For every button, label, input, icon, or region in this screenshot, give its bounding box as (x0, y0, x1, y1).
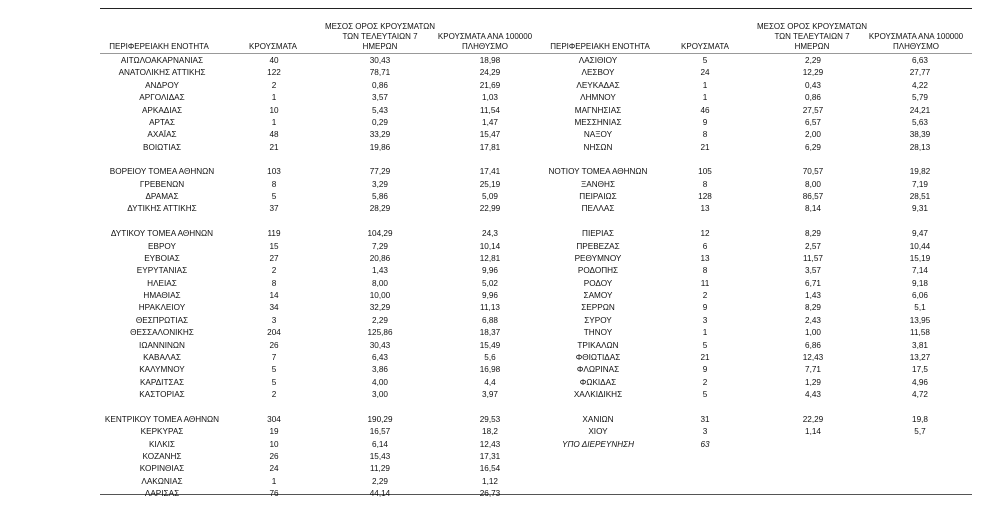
left-avg-7days: 16,57 (369, 427, 391, 437)
left-avg-7days: 10,00 (369, 291, 391, 300)
left-avg-7days: 44,14 (369, 488, 391, 498)
right-avg-7days: 0,86 (805, 93, 821, 103)
left-per-100k: 12,43 (479, 439, 501, 449)
left-region-name: ΑΡΚΑΔΙΑΣ (141, 105, 183, 115)
left-region-name: ΘΕΣΣΑΛΟΝΙΚΗΣ (130, 328, 194, 338)
left-per-100k: 11,54 (480, 105, 500, 115)
right-cases-count: 31 (700, 414, 710, 424)
right-per-100k: 28,51 (909, 192, 931, 202)
right-avg-7days: 11,57 (803, 253, 823, 263)
right-avg-7days: 6,86 (805, 340, 821, 350)
right-cases-count: 13 (700, 204, 710, 214)
left-header-cases: ΚΡΟΥΣΜΑΤΑ (249, 42, 297, 51)
left-per-100k: 29,53 (479, 414, 501, 424)
left-cases-count: 5 (271, 377, 277, 387)
right-per-100k: 10,44 (909, 241, 931, 251)
left-header-avg: ΜΕΣΟΣ ΟΡΟΣ ΚΡΟΥΣΜΑΤΩΝ ΤΩΝ ΤΕΛΕΥΤΑΙΩΝ 7 ΗΜΕΡΩΝ (324, 22, 436, 51)
left-avg-7days: 125,86 (367, 328, 393, 338)
left-cases-count: 1 (271, 476, 277, 486)
left-cases-count: 5 (271, 365, 277, 375)
right-per-100k: 3,81 (912, 340, 928, 350)
left-avg-7days: 19,86 (369, 142, 391, 152)
left-per-100k: 26,73 (479, 488, 501, 498)
left-region-name: ΚΙΛΚΙΣ (148, 439, 175, 449)
right-avg-7days: 2,00 (805, 130, 821, 140)
left-region-name: ΑΝΔΡΟΥ (145, 80, 179, 90)
left-region-name: ΕΥΒΟΙΑΣ (144, 253, 180, 263)
left-per-100k: 10,14 (479, 241, 501, 251)
right-per-100k: 5,79 (912, 93, 928, 103)
left-cases-count: 10 (269, 105, 279, 115)
right-region-name: ΧΑΛΚΙΔΙΚΗΣ (573, 390, 623, 399)
left-avg-7days: 5,43 (372, 105, 388, 115)
left-avg-7days: 20,86 (369, 253, 391, 263)
right-cases-count: 12 (700, 229, 710, 239)
right-region-name: ΠΕΛΛΑΣ (581, 204, 615, 214)
left-per-100k: 1,12 (482, 476, 498, 486)
left-region-name: ΚΟΡΙΝΘΙΑΣ (139, 464, 185, 474)
left-per-100k: 1,47 (482, 117, 498, 127)
left-avg-7days: 78,71 (369, 68, 391, 78)
right-per-100k: 19,8 (912, 414, 928, 424)
right-cases-count: 105 (698, 167, 712, 177)
left-avg-7days: 30,43 (369, 340, 391, 350)
covid-cases-table (100, 8, 972, 498)
right-per-100k: 4,22 (912, 80, 928, 90)
right-per-100k: 6,63 (912, 56, 928, 65)
right-avg-7days: 22,29 (802, 414, 824, 424)
left-cases-count: 10 (269, 439, 279, 449)
left-region-name: ΛΑΚΩΝΙΑΣ (141, 476, 183, 486)
right-avg-7days: 3,57 (805, 266, 821, 276)
left-per-100k: 3,97 (482, 390, 498, 399)
left-avg-7days: 1,43 (372, 266, 388, 276)
right-region-name: ΛΕΣΒΟΥ (581, 68, 615, 78)
right-avg-7days (778, 439, 848, 450)
left-cases-count: 7 (271, 352, 277, 362)
left-cases-count: 37 (269, 204, 279, 214)
right-per-100k (885, 439, 955, 450)
left-cases-count: 27 (269, 253, 279, 263)
left-cases-count: 14 (269, 291, 279, 300)
right-per-100k: 13,27 (909, 352, 931, 362)
left-cases-count: 34 (269, 303, 279, 313)
left-avg-7days: 190,29 (367, 414, 393, 424)
left-region-name: ΑΡΓΟΛΙΔΑΣ (139, 93, 185, 103)
right-header-avg: ΜΕΣΟΣ ΟΡΟΣ ΚΡΟΥΣΜΑΤΩΝ ΤΩΝ ΤΕΛΕΥΤΑΙΩΝ 7 ΗΜΕΡΩΝ (756, 22, 868, 51)
right-region-name: ΣΑΜΟΥ (583, 291, 613, 300)
right-per-100k: 4,96 (912, 377, 928, 387)
left-per-100k: 1,03 (482, 93, 498, 103)
right-avg-7days: 12,43 (802, 352, 824, 362)
right-region-name: ΣΥΡΟΥ (584, 315, 612, 325)
left-avg-7days: 5,86 (372, 192, 388, 202)
left-cases-count: 40 (269, 56, 279, 65)
right-cases-count: 63 (700, 439, 710, 449)
right-cases-count: 5 (702, 390, 708, 399)
left-cases-count: 26 (269, 451, 279, 461)
right-per-100k: 7,19 (912, 179, 928, 189)
right-cases-count: 8 (702, 179, 708, 189)
left-cases-count: 8 (271, 179, 277, 189)
left-cases-count: 304 (267, 414, 281, 424)
left-avg-7days: 32,29 (369, 303, 391, 313)
right-region-name: ΧΙΟΥ (588, 427, 608, 437)
right-region-name: ΝΗΣΩΝ (583, 142, 613, 152)
right-per-100k: 17,5 (912, 365, 928, 375)
left-cases-count: 103 (267, 167, 281, 177)
right-cases-count: 3 (702, 427, 708, 437)
left-avg-7days: 6,43 (372, 352, 388, 362)
right-per-100k: 19,82 (909, 167, 931, 177)
right-region-name: ΛΑΣΙΘΙΟΥ (578, 56, 618, 65)
right-cases-count: 1 (702, 80, 708, 90)
right-per-100k: 5,63 (912, 117, 928, 127)
right-cases-count: 21 (700, 352, 710, 362)
right-per-100k: 24,21 (909, 105, 931, 115)
left-per-100k: 16,54 (479, 464, 501, 474)
left-per-100k: 16,98 (479, 365, 501, 375)
left-avg-7days: 2,29 (372, 476, 388, 486)
left-per-100k: 17,81 (479, 142, 501, 152)
right-per-100k: 13,95 (909, 315, 931, 325)
left-per-100k: 5,6 (484, 352, 496, 362)
left-region-name: ΑΡΤΑΣ (149, 117, 175, 127)
left-per-100k: 17,31 (479, 451, 501, 461)
left-cases-count: 19 (269, 427, 279, 437)
left-avg-7days: 7,29 (372, 241, 388, 251)
left-region-name: ΚΟΖΑΝΗΣ (142, 451, 182, 461)
left-region-name: ΒΟΡΕΙΟΥ ΤΟΜΕΑ ΑΘΗΝΩΝ (109, 167, 215, 177)
right-region-name: ΞΑΝΘΗΣ (580, 179, 616, 189)
left-region-name: ΕΒΡΟΥ (148, 241, 176, 251)
right-cases-count: 46 (700, 105, 710, 115)
left-cases-count: 8 (271, 278, 277, 288)
left-per-100k: 24,3 (482, 229, 498, 239)
left-region-name: ΚΑΡΔΙΤΣΑΣ (139, 377, 185, 387)
left-avg-7days: 30,43 (369, 56, 391, 65)
left-cases-count: 76 (269, 488, 279, 498)
right-avg-7days: 4,43 (805, 390, 821, 399)
right-region-name: ΤΗΝΟΥ (583, 328, 613, 338)
right-avg-7days: 8,14 (805, 204, 821, 214)
left-cases-count: 3 (271, 315, 277, 325)
left-avg-7days: 3,29 (372, 179, 388, 189)
right-cases-count: 128 (698, 192, 712, 202)
right-region-name: ΤΡΙΚΑΛΩΝ (577, 340, 619, 350)
right-header-cases: ΚΡΟΥΣΜΑΤΑ (681, 42, 729, 51)
right-region-name: ΦΩΚΙΔΑΣ (579, 377, 617, 387)
left-cases-count: 26 (269, 340, 279, 350)
left-avg-7days: 77,29 (369, 167, 391, 177)
header-separator (100, 53, 972, 54)
left-header-region: ΠΕΡΙΦΕΡΕΙΑΚΗ ΕΝΟΤΗΤΑ (109, 42, 209, 51)
right-cases-count: 11 (700, 278, 710, 288)
left-avg-7days: 8,00 (372, 278, 388, 288)
right-avg-7days: 0,43 (805, 80, 821, 90)
left-avg-7days: 28,29 (369, 204, 391, 214)
left-avg-7days: 3,00 (372, 390, 388, 399)
right-per-100k: 28,13 (909, 142, 931, 152)
right-avg-7days: 1,29 (805, 377, 821, 387)
left-cases-count: 1 (271, 117, 277, 127)
left-region-name: ΑΙΤΩΛΟΑΚΑΡΝΑΝΙΑΣ (120, 56, 204, 65)
right-cases-count: 8 (702, 266, 708, 276)
right-avg-7days: 7,71 (805, 365, 821, 375)
right-region-name: ΦΘΙΩΤΙΔΑΣ (575, 352, 621, 362)
right-cases-count: 21 (700, 142, 710, 152)
left-per-100k: 9,96 (482, 266, 498, 276)
left-header-per100k: ΚΡΟΥΣΜΑΤΑ ΑΝΑ 100000 ΠΛΗΘΥΣΜΟ (437, 32, 533, 51)
right-cases-count: 5 (702, 340, 708, 350)
right-avg-7days: 8,29 (805, 303, 821, 313)
right-region-name: ΥΠΟ ΔΙΕΡΕΥΝΗΣΗ (562, 439, 634, 449)
right-avg-7days: 1,43 (805, 291, 821, 300)
left-per-100k: 6,88 (482, 315, 498, 325)
left-cases-count: 204 (267, 328, 281, 338)
left-region-name: ΔΡΑΜΑΣ (145, 192, 179, 202)
left-avg-7days: 3,86 (372, 365, 388, 375)
left-per-100k: 18,98 (479, 56, 501, 65)
right-cases-count: 9 (702, 365, 708, 375)
left-cases-count: 15 (269, 241, 279, 251)
top-border (100, 8, 972, 9)
right-region-name: ΝΑΞΟΥ (583, 130, 613, 140)
right-avg-7days: 27,57 (802, 105, 824, 115)
left-region-name: ΕΥΡΥΤΑΝΙΑΣ (136, 266, 188, 276)
right-cases-count: 13 (700, 253, 710, 263)
left-avg-7days: 104,29 (367, 229, 393, 239)
right-per-100k: 4,72 (912, 390, 928, 399)
right-avg-7days: 70,57 (802, 167, 824, 177)
left-region-name: ΚΑΣΤΟΡΙΑΣ (139, 390, 185, 399)
right-cases-count: 24 (700, 68, 710, 78)
left-avg-7days: 3,57 (372, 93, 388, 103)
right-region-name: ΠΙΕΡΙΑΣ (582, 229, 614, 239)
right-avg-7days: 12,29 (802, 68, 824, 78)
left-cases-count: 48 (269, 130, 279, 140)
right-avg-7days: 1,00 (805, 328, 821, 338)
left-cases-count: 2 (271, 80, 277, 90)
left-avg-7days: 6,14 (372, 439, 388, 449)
right-region-name: ΣΕΡΡΩΝ (581, 303, 615, 313)
left-per-100k: 18,37 (479, 328, 501, 338)
right-region-name: ΠΕΙΡΑΙΩΣ (579, 192, 617, 202)
right-per-100k: 6,06 (912, 291, 928, 300)
right-region-name: ΜΑΓΝΗΣΙΑΣ (574, 105, 622, 115)
right-avg-7days: 2,57 (805, 241, 821, 251)
right-region-name: ΜΕΣΣΗΝΙΑΣ (574, 117, 622, 127)
left-per-100k: 21,69 (479, 80, 501, 90)
left-region-name: ΚΕΝΤΡΙΚΟΥ ΤΟΜΕΑ ΑΘΗΝΩΝ (104, 414, 220, 424)
right-cases-count: 3 (702, 315, 708, 325)
right-region-name: ΠΡΕΒΕΖΑΣ (576, 241, 620, 251)
left-region-name: ΘΕΣΠΡΩΤΙΑΣ (135, 315, 189, 325)
right-cases-count: 9 (702, 117, 708, 127)
right-cases-count: 2 (702, 291, 708, 300)
left-avg-7days: 4,00 (372, 377, 388, 387)
left-region-name: ΚΑΒΑΛΑΣ (143, 352, 181, 362)
right-region-name: ΛΕΥΚΑΔΑΣ (576, 80, 620, 90)
right-cases-count: 6 (702, 241, 708, 251)
left-region-name: ΚΕΡΚΥΡΑΣ (140, 427, 184, 437)
left-cases-count: 5 (271, 192, 277, 202)
left-region-name: ΔΥΤΙΚΟΥ ΤΟΜΕΑ ΑΘΗΝΩΝ (110, 229, 214, 239)
left-per-100k: 5,09 (482, 192, 498, 202)
left-cases-count: 24 (269, 464, 279, 474)
left-per-100k: 25,19 (479, 179, 501, 189)
right-cases-count: 9 (702, 303, 708, 313)
right-avg-7days: 2,43 (805, 315, 821, 325)
left-per-100k: 4,4 (484, 377, 496, 387)
left-region-name: ΔΥΤΙΚΗΣ ΑΤΤΙΚΗΣ (127, 204, 197, 214)
right-cases-count: 8 (702, 130, 708, 140)
left-avg-7days: 11,29 (370, 464, 390, 474)
left-cases-count: 21 (269, 142, 279, 152)
left-avg-7days: 0,29 (372, 117, 388, 127)
left-region-name: ΑΝΑΤΟΛΙΚΗΣ ΑΤΤΙΚΗΣ (118, 68, 206, 78)
right-per-100k: 9,18 (912, 278, 928, 288)
left-per-100k: 11,13 (480, 303, 500, 313)
left-region-name: ΓΡΕΒΕΝΩΝ (139, 179, 185, 189)
left-region-name: ΗΜΑΘΙΑΣ (143, 291, 181, 300)
left-per-100k: 17,41 (479, 167, 501, 177)
right-per-100k: 11,58 (910, 328, 930, 338)
right-cases-count: 2 (702, 377, 708, 387)
right-avg-7days: 6,29 (805, 142, 821, 152)
left-region-name: ΒΟΙΩΤΙΑΣ (142, 142, 182, 152)
right-region-name: ΧΑΝΙΩΝ (582, 414, 614, 424)
left-region-name: ΗΛΕΙΑΣ (147, 278, 177, 288)
right-avg-7days: 6,71 (805, 278, 821, 288)
right-avg-7days: 6,57 (805, 117, 821, 127)
right-per-100k: 15,19 (909, 253, 931, 263)
right-cases-count: 1 (702, 93, 708, 103)
left-region-name: ΑΧΑΪΑΣ (147, 130, 177, 140)
right-per-100k: 9,31 (912, 204, 928, 214)
right-region-name: ΦΛΩΡΙΝΑΣ (576, 365, 620, 375)
right-header-per100k: ΚΡΟΥΣΜΑΤΑ ΑΝΑ 100000 ΠΛΗΘΥΣΜΟ (868, 32, 964, 51)
left-per-100k: 22,99 (479, 204, 501, 214)
left-per-100k: 5,02 (482, 278, 498, 288)
right-per-100k: 5,1 (914, 303, 926, 313)
right-per-100k: 7,14 (912, 266, 928, 276)
right-cases-count: 1 (702, 328, 708, 338)
right-per-100k: 9,47 (912, 229, 928, 239)
right-header-region: ΠΕΡΙΦΕΡΕΙΑΚΗ ΕΝΟΤΗΤΑ (550, 42, 650, 51)
right-per-100k: 38,39 (909, 130, 931, 140)
right-region-name: ΝΟΤΙΟΥ ΤΟΜΕΑ ΑΘΗΝΩΝ (548, 167, 648, 177)
left-per-100k: 12,81 (479, 253, 501, 263)
left-per-100k: 9,96 (482, 291, 498, 300)
left-avg-7days: 0,86 (372, 80, 388, 90)
right-avg-7days: 86,57 (802, 192, 824, 202)
right-per-100k: 5,7 (914, 427, 926, 437)
bottom-border (100, 494, 972, 495)
right-per-100k: 27,77 (909, 68, 931, 78)
left-per-100k: 18,2 (482, 427, 498, 437)
left-per-100k: 24,29 (479, 68, 501, 78)
left-avg-7days: 33,29 (369, 130, 391, 140)
right-avg-7days: 8,00 (805, 179, 821, 189)
right-avg-7days: 1,14 (805, 427, 821, 437)
left-region-name: ΛΑΡΙΣΑΣ (144, 488, 180, 498)
left-region-name: ΚΑΛΥΜΝΟΥ (139, 365, 185, 375)
left-cases-count: 122 (267, 68, 281, 78)
left-per-100k: 15,47 (479, 130, 501, 140)
left-per-100k: 15,49 (479, 340, 501, 350)
left-cases-count: 119 (267, 229, 281, 239)
left-avg-7days: 15,43 (369, 451, 391, 461)
right-cases-count: 5 (702, 56, 708, 65)
right-avg-7days: 8,29 (805, 229, 821, 239)
right-region-name: ΡΟΔΟΥ (583, 278, 613, 288)
right-region-name: ΡΕΘΥΜΝΟΥ (574, 253, 622, 263)
right-region-name: ΡΟΔΟΠΗΣ (577, 266, 619, 276)
left-cases-count: 2 (271, 390, 277, 399)
left-cases-count: 1 (271, 93, 277, 103)
left-region-name: ΙΩΑΝΝΙΝΩΝ (139, 340, 185, 350)
left-avg-7days: 2,29 (372, 315, 388, 325)
right-avg-7days: 2,29 (805, 56, 821, 65)
left-cases-count: 2 (271, 266, 277, 276)
right-region-name: ΛΗΜΝΟΥ (580, 93, 616, 103)
left-region-name: ΗΡΑΚΛΕΙΟΥ (138, 303, 186, 313)
